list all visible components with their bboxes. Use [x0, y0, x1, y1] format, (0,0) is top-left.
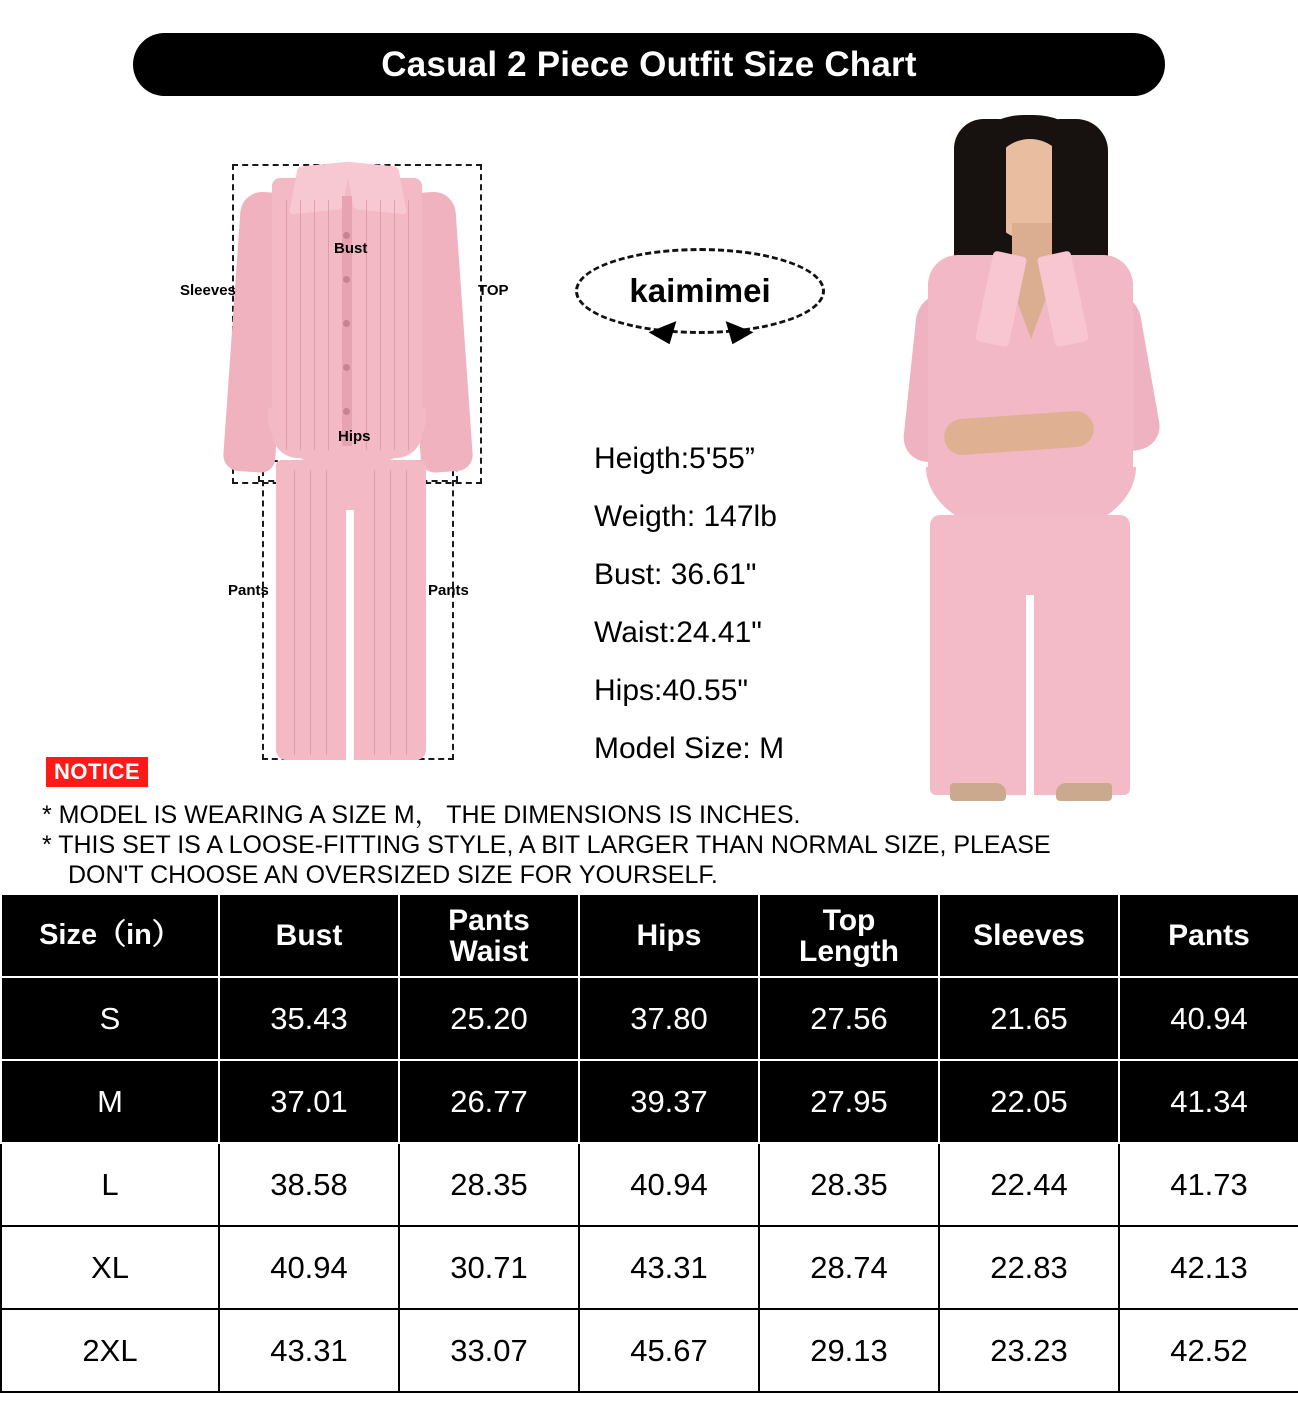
header-top-length-line2: Length: [799, 934, 899, 968]
cell-size: L: [1, 1143, 219, 1226]
cell-sleeves: 21.65: [939, 977, 1119, 1060]
table-row: [1, 977, 1298, 1060]
fabric-pleat: [406, 470, 407, 755]
cell-size: 2XL: [1, 1309, 219, 1392]
header-hips: Hips: [579, 894, 759, 977]
model-pants-gap: [1026, 595, 1034, 795]
notice-line-2: * THIS SET IS A LOOSE-FITTING STYLE, A BIT LARGER THAN NORMAL SIZE, PLEASE: [42, 831, 1051, 859]
model-photo: [880, 115, 1190, 815]
shirt-button: [343, 364, 350, 371]
size-table: [0, 893, 1298, 1393]
page-title: Casual 2 Piece Outfit Size Chart: [381, 44, 917, 84]
spec-weight: Weigth: 147lb: [594, 500, 777, 533]
header-top-length-line1: Top: [822, 903, 876, 937]
cell-top-length: 28.35: [759, 1143, 939, 1226]
model-specs: [594, 430, 914, 778]
fabric-pleat: [300, 200, 301, 450]
cell-pants-waist: 33.07: [399, 1309, 579, 1392]
cell-top-length: 27.56: [759, 977, 939, 1060]
label-hips: Hips: [338, 428, 371, 445]
cell-pants-waist: 26.77: [399, 1060, 579, 1143]
cell-hips: 45.67: [579, 1309, 759, 1392]
shirt-button: [343, 276, 350, 283]
header-pants-waist: [399, 894, 579, 977]
spec-height: Heigth:5'55”: [594, 442, 755, 475]
header-pants-waist-line2: Waist: [449, 934, 529, 968]
cell-bust: 43.31: [219, 1309, 399, 1392]
brand-logo: [575, 248, 825, 334]
label-pants-left: Pants: [228, 582, 269, 599]
fabric-pleat: [314, 200, 315, 450]
cell-pants-waist: 28.35: [399, 1143, 579, 1226]
spec-waist: Waist:24.41": [594, 616, 762, 649]
fabric-pleat: [380, 200, 381, 450]
label-top: TOP: [478, 282, 509, 299]
cell-size: M: [1, 1060, 219, 1143]
shirt-button: [343, 408, 350, 415]
cell-hips: 39.37: [579, 1060, 759, 1143]
cell-bust: 38.58: [219, 1143, 399, 1226]
fabric-pleat: [390, 470, 391, 755]
fabric-pleat: [326, 470, 327, 755]
cell-bust: 37.01: [219, 1060, 399, 1143]
label-bust: Bust: [334, 240, 368, 257]
fabric-pleat: [366, 200, 367, 450]
cell-pants-waist: 25.20: [399, 977, 579, 1060]
brand-name: kaimimei: [629, 272, 771, 309]
cell-top-length: 29.13: [759, 1309, 939, 1392]
table-row: [1, 1309, 1298, 1392]
cell-hips: 37.80: [579, 977, 759, 1060]
header-top-length: [759, 894, 939, 977]
shirt-collar-right: [345, 161, 407, 214]
fabric-pleat: [408, 200, 409, 450]
header-pants-waist-line1: Pants: [448, 903, 530, 937]
cell-pants: 41.34: [1119, 1060, 1298, 1143]
cell-size: XL: [1, 1226, 219, 1309]
notice-text: [42, 800, 1267, 890]
table-row: [1, 1226, 1298, 1309]
header-sleeves: Sleeves: [939, 894, 1119, 977]
cell-top-length: 28.74: [759, 1226, 939, 1309]
table-row: [1, 1143, 1298, 1226]
notice-line-1: * MODEL IS WEARING A SIZE M， THE DIMENSIONS IS INCHES.: [42, 801, 801, 829]
fabric-pleat: [294, 470, 295, 755]
header-pants: Pants: [1119, 894, 1298, 977]
header-bust: Bust: [219, 894, 399, 977]
header-size: Size（in）: [1, 894, 219, 977]
fabric-pleat: [310, 470, 311, 755]
table-header-row: [1, 894, 1298, 977]
cell-size: S: [1, 977, 219, 1060]
cell-pants: 40.94: [1119, 977, 1298, 1060]
cell-bust: 40.94: [219, 1226, 399, 1309]
cell-bust: 35.43: [219, 977, 399, 1060]
table-row: [1, 1060, 1298, 1143]
spec-hips: Hips:40.55": [594, 674, 749, 707]
page-title-banner: [133, 33, 1165, 96]
cell-pants: 41.73: [1119, 1143, 1298, 1226]
cell-sleeves: 22.83: [939, 1226, 1119, 1309]
cell-pants: 42.13: [1119, 1226, 1298, 1309]
cell-pants: 42.52: [1119, 1309, 1298, 1392]
fabric-pleat: [328, 200, 329, 450]
label-pants-right: Pants: [428, 582, 469, 599]
notice-badge: NOTICE: [46, 757, 148, 787]
cell-sleeves: 22.44: [939, 1143, 1119, 1226]
garment-diagram: [180, 140, 550, 800]
shirt-button: [343, 232, 350, 239]
model-shoe-left: [950, 783, 1006, 801]
spec-model-size: Model Size: M: [594, 732, 785, 765]
shirt-button: [343, 320, 350, 327]
model-shoe-right: [1056, 783, 1112, 801]
cell-top-length: 27.95: [759, 1060, 939, 1143]
cell-hips: 43.31: [579, 1226, 759, 1309]
label-sleeves: Sleeves: [180, 282, 236, 299]
cell-sleeves: 23.23: [939, 1309, 1119, 1392]
spec-bust: Bust: 36.61": [594, 558, 757, 591]
fabric-pleat: [394, 200, 395, 450]
fabric-pleat: [374, 470, 375, 755]
cell-pants-waist: 30.71: [399, 1226, 579, 1309]
pants-inseam-gap: [346, 510, 354, 760]
fabric-pleat: [286, 200, 287, 450]
cell-hips: 40.94: [579, 1143, 759, 1226]
notice-line-3: DON'T CHOOSE AN OVERSIZED SIZE FOR YOURSELF.: [68, 861, 718, 889]
cell-sleeves: 22.05: [939, 1060, 1119, 1143]
